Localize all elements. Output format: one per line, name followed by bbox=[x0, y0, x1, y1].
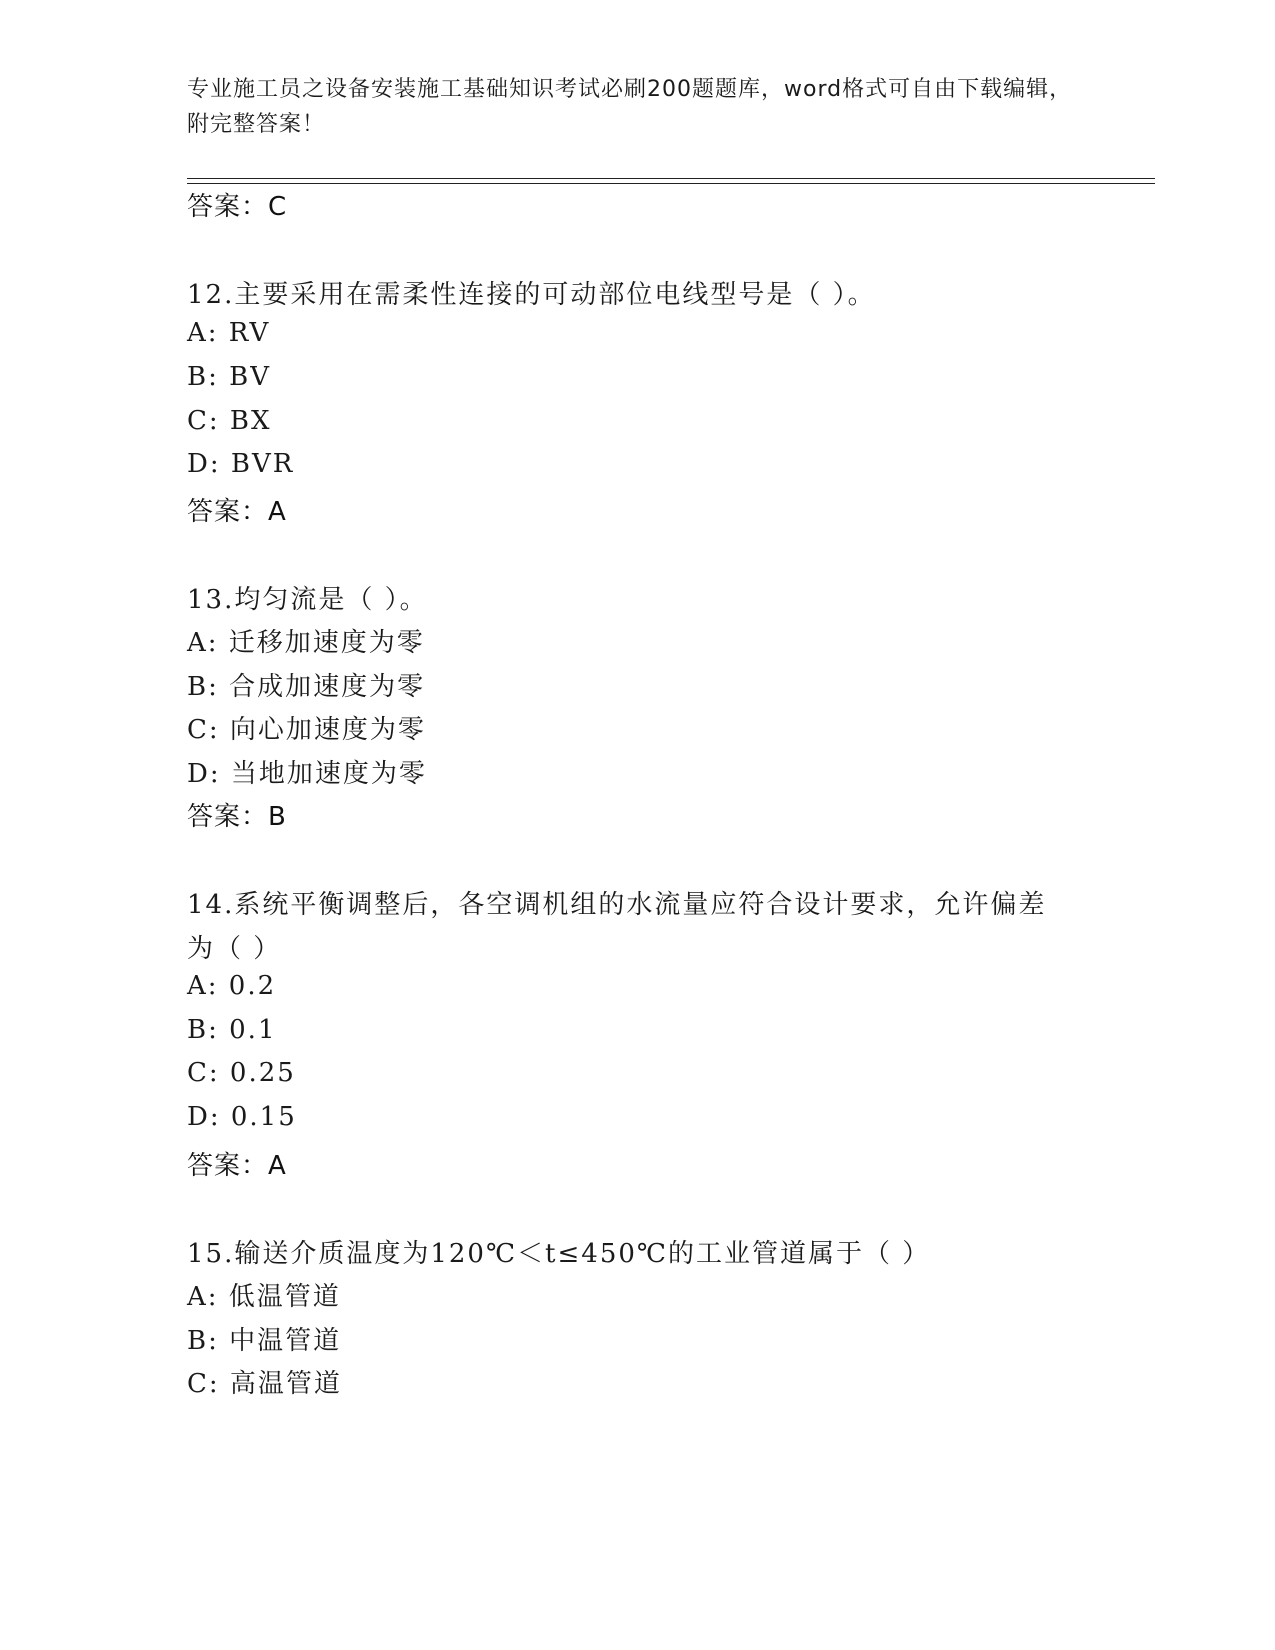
answer-value: A bbox=[268, 1151, 287, 1181]
answer-value: A bbox=[268, 497, 287, 527]
option-a: A: 迁移加速度为零 bbox=[187, 628, 425, 658]
header-divider-top bbox=[187, 178, 1155, 179]
answer-label: 答案： bbox=[187, 1151, 269, 1181]
option-b: B: 中温管道 bbox=[187, 1326, 342, 1356]
answer-label: 答案： bbox=[187, 802, 269, 832]
option-a: A: 低温管道 bbox=[187, 1282, 341, 1312]
option-a: A: RV bbox=[187, 318, 271, 348]
option-c: C: BX bbox=[187, 406, 272, 436]
question-stem: 13.均匀流是（ ）。 bbox=[187, 585, 428, 615]
option-d: D: 当地加速度为零 bbox=[187, 759, 427, 789]
answer-value: C bbox=[268, 192, 288, 222]
question-stem-continued: 为（ ） bbox=[187, 934, 282, 964]
option-c: C: 高温管道 bbox=[187, 1369, 342, 1399]
option-c: C: 0.25 bbox=[187, 1058, 296, 1088]
answer-label: 答案： bbox=[187, 497, 269, 527]
answer-line bbox=[187, 796, 287, 833]
option-b: B: 合成加速度为零 bbox=[187, 672, 426, 702]
answer-line bbox=[187, 1145, 287, 1182]
option-d: D: 0.15 bbox=[187, 1102, 297, 1132]
option-d: D: BVR bbox=[187, 449, 295, 479]
option-b: B: BV bbox=[187, 362, 272, 392]
document-header: 专业施工员之设备安装施工基础知识考试必刷200题题库，word格式可自由下载编辑，附完整答案！ bbox=[187, 77, 1073, 137]
option-c: C: 向心加速度为零 bbox=[187, 715, 426, 745]
answer-line bbox=[187, 491, 287, 528]
question-stem: 12.主要采用在需柔性连接的可动部位电线型号是（ ）。 bbox=[187, 280, 876, 310]
question-stem: 15.输送介质温度为120℃＜t≤450℃的工业管道属于（ ） bbox=[187, 1239, 931, 1269]
question-stem: 14.系统平衡调整后，各空调机组的水流量应符合设计要求，允许偏差 bbox=[187, 890, 1047, 920]
answer-value: B bbox=[268, 802, 287, 832]
answer-line bbox=[187, 186, 287, 223]
option-a: A: 0.2 bbox=[187, 971, 277, 1001]
option-b: B: 0.1 bbox=[187, 1015, 277, 1045]
answer-label: 答案： bbox=[187, 192, 269, 222]
header-divider-bottom bbox=[187, 183, 1155, 184]
